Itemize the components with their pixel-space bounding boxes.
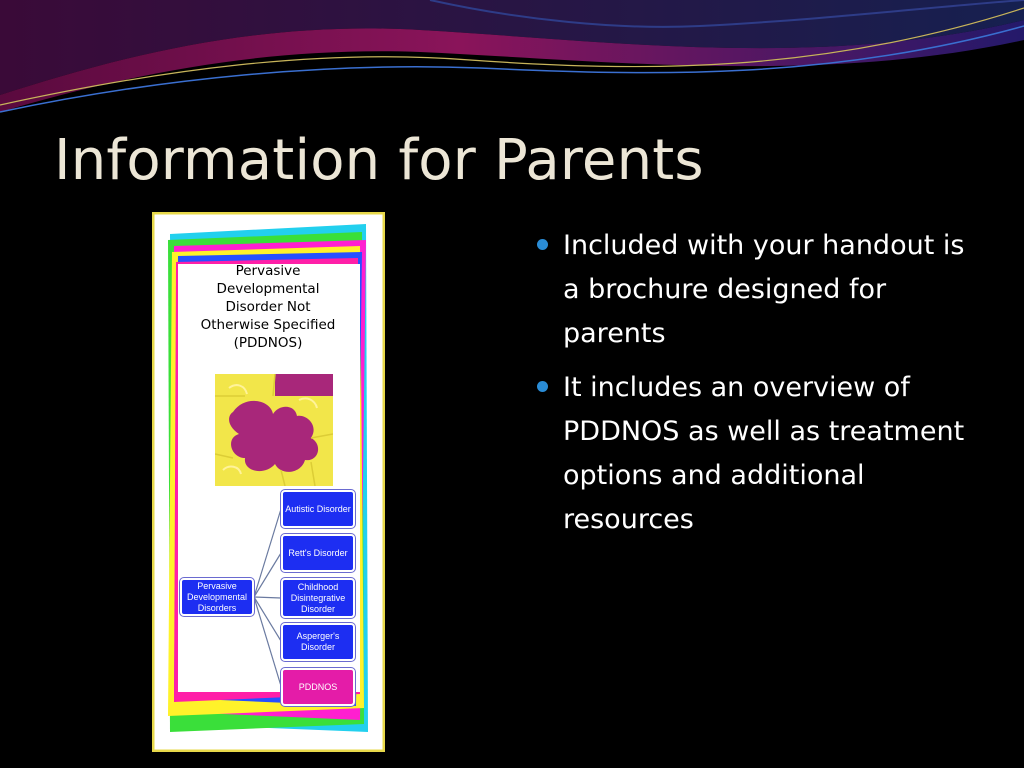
bullet-list	[535, 224, 975, 552]
brochure-title-line: (PDDNOS)	[233, 335, 303, 351]
bullet-text: Included with your handout is a brochure designed for parents	[563, 230, 965, 349]
brochure-title-line: Developmental	[216, 281, 320, 297]
brochure-title-line: Pervasive	[235, 263, 301, 279]
bullet-text: It includes an overview of PDDNOS as well as treatment options and additional resources	[563, 372, 965, 535]
brochure-title-line: Disorder Not	[225, 299, 311, 315]
decorative-wave-banner	[0, 0, 1024, 130]
brochure-title-line: Otherwise Specified	[200, 317, 336, 333]
brochure-image	[152, 212, 385, 752]
bullet-item	[535, 224, 975, 356]
slide-title: Information for Parents	[54, 128, 704, 193]
diagram-box-childhood-disintegrative-disorder: Childhood Disintegrative Disorder	[281, 578, 355, 618]
diagram-root-box: Pervasive Developmental Disorders	[180, 578, 254, 616]
diagram-box-aspergers-disorder: Asperger's Disorder	[281, 623, 355, 661]
bullet-item	[535, 366, 975, 542]
diagram-box-autistic-disorder: Autistic Disorder	[281, 490, 355, 528]
diagram-box-pddnos: PDDNOS	[281, 668, 355, 706]
bullet-icon	[537, 239, 548, 250]
bullet-icon	[537, 381, 548, 392]
diagram-box-retts-disorder: Rett's Disorder	[281, 534, 355, 572]
